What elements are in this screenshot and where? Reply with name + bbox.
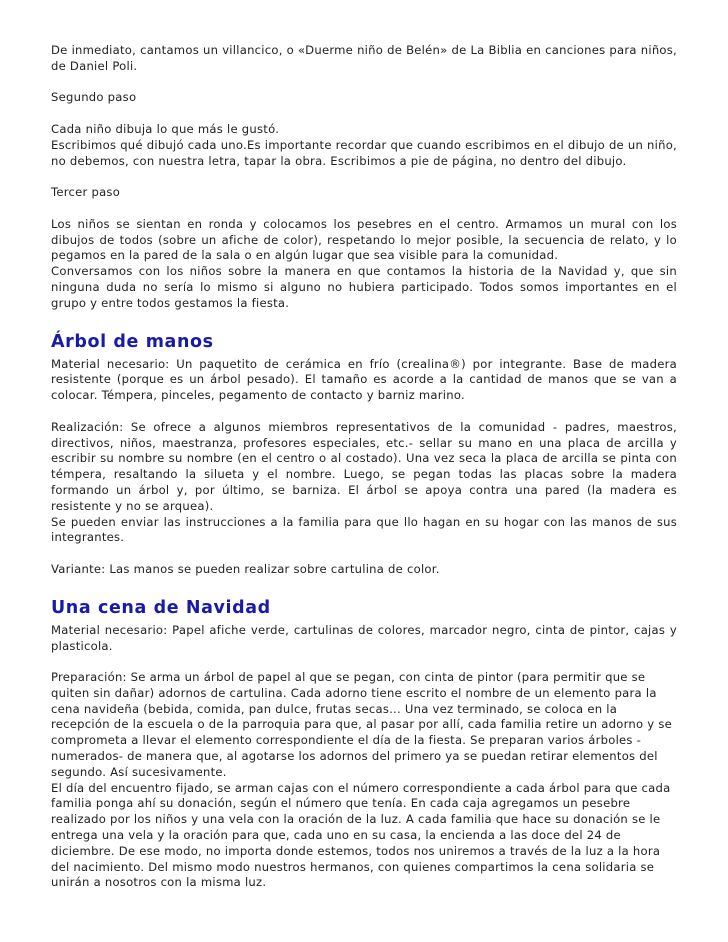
step-title-tercero: Tercer paso (51, 185, 121, 200)
arbol-material: Material necesario: Un paquetito de cerámica en frío (crealina®) por integrante. Base de madera resistente (porque es un árbol pesado). El tamaño es acorde a la cantidad de manos que se van a colocar. Témpera, pinceles, pegamento de contacto y barniz marino. (51, 356, 677, 403)
step-title-segundo: Segundo paso (51, 90, 137, 105)
arbol-variante: Variante: Las manos se pueden realizar sobre cartulina de color. (51, 561, 440, 576)
step3-paragraph-2: Conversamos con los niños sobre la manera en que contamos la historia de la Navidad y, que sin ninguna duda no sería lo mismo si alguno no hubiera participado. Todos somos importantes en el grupo y entre todos gestamos la fiesta. (51, 264, 677, 310)
step2-paragraph: Escribimos qué dibujó cada uno.Es importante recordar que cuando escribimos en el dibujo de un niño, no debemos, con nuestra letra, tapar la obra. Escribimos a pie de página, no dentro del dibujo. (51, 137, 677, 168)
intro-paragraph: De inmediato, cantamos un villancico, o «Duerme niño de Belén» de La Biblia en canciones para niños, de Daniel Poli. (51, 43, 677, 73)
cena-dia: El día del encuentro fijado, se arman cajas con el número correspondiente a cada árbol para que cada familia ponga ahí su donación, según el número que tenía. En cada caja agregamos un pesebre realizado por los niños y una vela con la oración de la luz. A cada familia que hace su donación se le entrega una vela y la oración para que, cada uno en su casa, la encienda a las doce del 24 de diciembre. De ese modo, no importa donde estemos, todos nos uniremos a través de la luz a la hora del nacimiento. Del mismo modo nuestros hermanos, con quienes compartimos la cena solidaria se unirán a nosotros con la misma luz. (51, 780, 671, 890)
section-title-arbol: Árbol de manos (51, 331, 214, 352)
step2-line: Cada niño dibuja lo que más le gustó. (51, 121, 280, 136)
arbol-realizacion: Realización: Se ofrece a algunos miembros representativos de la comunidad - padres, maestros, directivos, niños, maestranza, profesores especiales, etc.- sellar su mano en una placa de arcilla y escribir su nombre su nombre (en el centro o al costado). Una vez seca la placa de arcilla se pinta con témpera, resaltando la silueta y el nombre. Luego, se pegan todas las placas sobre la madera formando un árbol y, por último, se barniza. El árbol se apoya contra una pared (la madera es resistente y no se arquea). (51, 419, 677, 513)
arbol-instrucciones: Se pueden enviar las instrucciones a la familia para que llo hagan en su hogar con las manos de sus integrantes. (51, 514, 677, 545)
step3-paragraph-1: Los niños se sientan en ronda y colocamos los pesebres en el centro. Armamos un mural con los dibujos de todos (sobre un afiche de color), respetando lo mejor posible, la secuencia de relato, y lo pegamos en la pared de la sala o en algún lugar que sea visible para la comunidad. (51, 216, 677, 263)
section-title-cena: Una cena de Navidad (51, 597, 271, 618)
cena-material: Material necesario: Papel afiche verde, cartulinas de colores, marcador negro, cinta de pintor, cajas y plasticola. (51, 622, 677, 653)
cena-preparacion: Preparación: Se arma un árbol de papel al que se pegan, con cinta de pintor (para permitir que se quiten sin dañar) adornos de cartulina. Cada adorno tiene escrito el nombre de un elemento para la cena navideña (bebida, comida, pan dulce, frutas secas... Una vez terminado, se coloca en la recepción de la escuela o de la parroquia para que, al pasar por allí, cada familia retire un adorno y se comprometa a llevar el elemento correspondiente el día de la fiesta. Se preparan varios árboles -numerados- de manera que, al agotarse los adornos del primero ya se puedan retirar elementos del segundo. Así sucesivamente. (51, 670, 673, 779)
